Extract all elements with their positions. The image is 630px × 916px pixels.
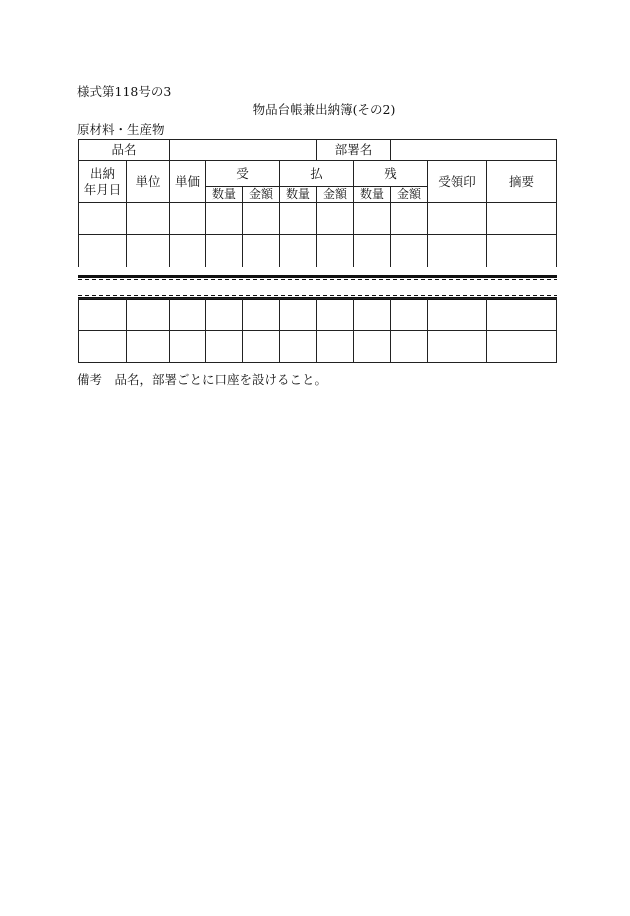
item-department-row	[79, 140, 557, 161]
table-cell[interactable]	[127, 235, 170, 267]
table-cell[interactable]	[127, 331, 170, 363]
table-cell[interactable]	[127, 203, 170, 235]
table-cell[interactable]	[170, 299, 206, 331]
table-cell[interactable]	[79, 203, 127, 235]
table-cell[interactable]	[354, 299, 391, 331]
date-header-line1: 出納	[89, 165, 115, 181]
receipt-amount-header: 金額	[243, 187, 280, 203]
item-name-label: 品名	[79, 140, 170, 161]
table-cell[interactable]	[280, 235, 317, 267]
table-cell[interactable]	[206, 235, 243, 267]
table-cell[interactable]	[79, 331, 127, 363]
table-cell[interactable]	[354, 203, 391, 235]
table-cell[interactable]	[79, 235, 127, 267]
ledger-table-top	[78, 139, 557, 267]
table-cell[interactable]	[428, 203, 487, 235]
table-row	[79, 299, 557, 331]
table-cell[interactable]	[354, 331, 391, 363]
unit-column-header: 単位	[127, 161, 170, 203]
payment-column-header: 払	[280, 161, 354, 187]
table-cell[interactable]	[354, 235, 391, 267]
ledger-table-bottom	[78, 298, 557, 363]
table-cell[interactable]	[243, 299, 280, 331]
department-field[interactable]	[391, 140, 557, 161]
table-cell[interactable]	[127, 299, 170, 331]
summary-column-header: 摘要	[487, 161, 557, 203]
category-label: 原材料・生産物	[77, 122, 165, 137]
table-row	[79, 331, 557, 363]
table-cell[interactable]	[317, 235, 354, 267]
date-header-line2: 年月日	[83, 181, 122, 197]
column-header-row	[79, 161, 557, 187]
table-cell[interactable]	[487, 331, 557, 363]
table-cell[interactable]	[243, 203, 280, 235]
department-label: 部署名	[317, 140, 391, 161]
table-cell[interactable]	[487, 203, 557, 235]
table-cell[interactable]	[206, 203, 243, 235]
table-cell[interactable]	[391, 331, 428, 363]
balance-amount-header: 金額	[391, 187, 428, 203]
table-cell[interactable]	[317, 203, 354, 235]
document-title: 物品台帳兼出納簿(その2)	[252, 102, 396, 117]
payment-quantity-header: 数量	[280, 187, 317, 203]
payment-amount-header: 金額	[317, 187, 354, 203]
table-cell[interactable]	[170, 235, 206, 267]
table-break-line-top	[78, 275, 557, 278]
table-row	[79, 235, 557, 267]
remarks-note: 備考 品名，部署ごとに口座を設けること。	[77, 372, 328, 387]
table-cell[interactable]	[170, 331, 206, 363]
table-cell[interactable]	[206, 299, 243, 331]
table-cell[interactable]	[243, 331, 280, 363]
unit-price-column-header: 単価	[170, 161, 206, 203]
form-number: 様式第118号の3	[77, 84, 172, 99]
item-name-field[interactable]	[170, 140, 317, 161]
receiver-seal-column-header: 受領印	[428, 161, 487, 203]
receipt-column-header: 受	[206, 161, 280, 187]
table-cell[interactable]	[391, 203, 428, 235]
table-cell[interactable]	[170, 203, 206, 235]
table-cell[interactable]	[317, 331, 354, 363]
table-cell[interactable]	[487, 299, 557, 331]
balance-column-header: 残	[354, 161, 428, 187]
table-cell[interactable]	[391, 235, 428, 267]
table-cell[interactable]	[79, 299, 127, 331]
table-row	[79, 203, 557, 235]
table-cell[interactable]	[428, 331, 487, 363]
table-cell[interactable]	[487, 235, 557, 267]
table-cell[interactable]	[206, 331, 243, 363]
table-cell[interactable]	[280, 203, 317, 235]
date-column-header	[79, 161, 127, 203]
table-cell[interactable]	[317, 299, 354, 331]
table-cell[interactable]	[243, 235, 280, 267]
table-cell[interactable]	[280, 331, 317, 363]
table-cell[interactable]	[428, 299, 487, 331]
balance-quantity-header: 数量	[354, 187, 391, 203]
table-cell[interactable]	[391, 299, 428, 331]
table-cell[interactable]	[428, 235, 487, 267]
receipt-quantity-header: 数量	[206, 187, 243, 203]
table-cell[interactable]	[280, 299, 317, 331]
